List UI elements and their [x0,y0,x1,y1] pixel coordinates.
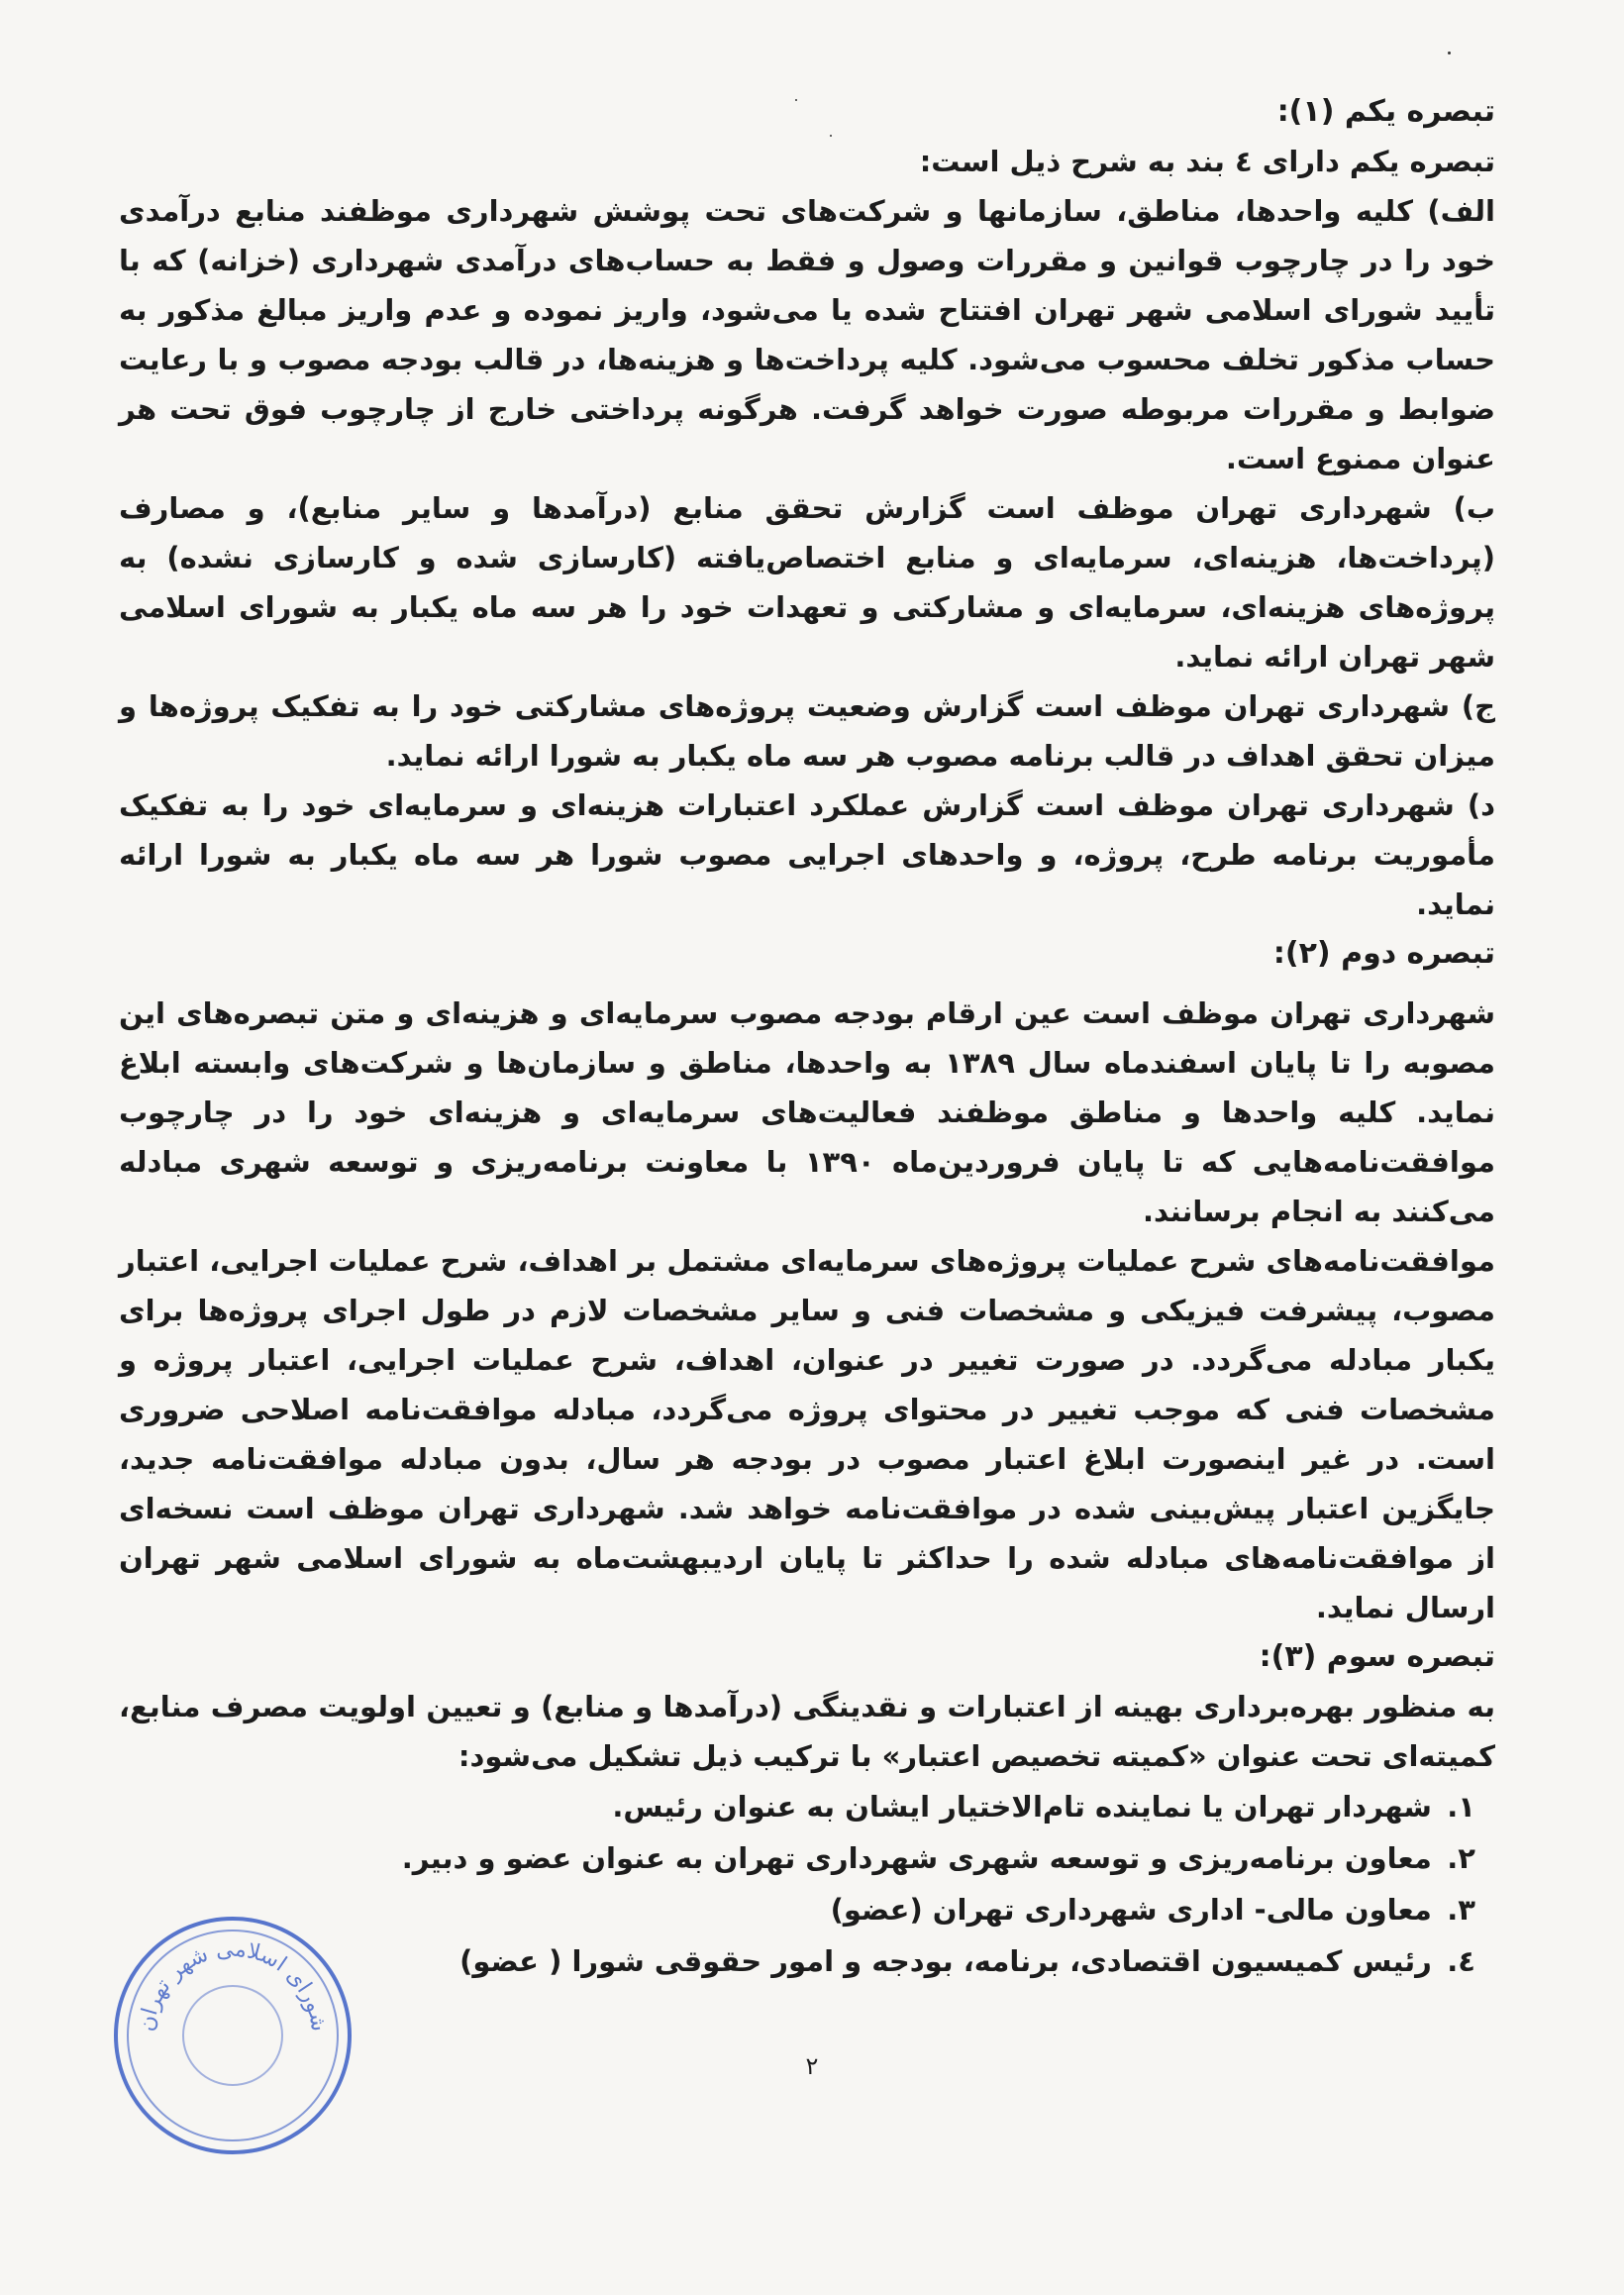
note-1-heading: تبصره یکم (۱): [1276,94,1495,129]
note-1-intro: تبصره یکم دارای ٤ بند به شرح ذیل است: [919,145,1495,178]
note-2-paragraph: شهرداری تهران موظف است عین ارقام بودجه مصوب سرمایه‌ای و هزینه‌ای و متن تبصره‌های این مصوبه را تا پایان اسفندماه سال ۱۳۸۹ به واحدها، مناطق و سازمان‌ها و شرکت‌های وابسته ابلاغ نماید. کلیه واحدها و مناطق موظفند فعالیت‌های سرمایه‌ای و هزینه‌ای خود را در چارچوب موافقت‌نامه‌هایی که تا پایان فروردین‌ماه ۱۳۹۰ با معاونت برنامه‌ریزی و توسعه شهری مبادله می‌کنند به انجام برسانند. [119,996,1495,1228]
list-item [119,1832,1495,1884]
list-item-text: رئیس کمیسیون اقتصادی، برنامه، بودجه و امور حقوقی شورا ( عضو) [459,1944,1432,1978]
list-item-number: ۱. [1447,1790,1475,1824]
note-1-clause-d: د) شهرداری تهران موظف است گزارش عملکرد اعتبارات هزینه‌ای و سرمایه‌ای خود را به تفکیک مأموریت برنامه طرح، پروژه، و واحدهای اجرایی مصوب شورا هر سه ماه یکبار به شورا ارائه نماید. [119,788,1495,921]
svg-text:شورای اسلامی شهر تهران: شورای اسلامی شهر تهران [134,1936,332,2034]
list-item-text: معاون برنامه‌ریزی و توسعه شهری شهرداری تهران به عنوان عضو و دبیر. [401,1841,1432,1875]
list-item-number: ٤. [1447,1944,1475,1978]
list-item-text: شهردار تهران یا نماینده تام‌الاختیار ایشان به عنوان رئیس. [612,1790,1432,1824]
list-item-text: معاون مالی- اداری شهرداری تهران (عضو) [830,1893,1432,1927]
note-1-clause-b: ب) شهرداری تهران موظف است گزارش تحقق منابع (درآمدها و سایر منابع)، و مصارف (پرداخت‌ها، هزینه‌ای، سرمایه‌ای و منابع اختصاص‌یافته (کارسازی شده و کارسازی نشده) به پروژه‌های هزینه‌ای، سرمایه‌ای و مشارکتی و تعهدات خود را هر سه ماه یکبار به شورای اسلامی شهر تهران ارائه نماید. [119,491,1495,674]
scan-speck [1448,52,1451,54]
list-item-number: ۲. [1447,1841,1475,1875]
document-body [119,87,1495,1987]
note-2-paragraph: موافقت‌نامه‌های شرح عملیات پروژه‌های سرمایه‌ای مشتمل بر اهداف، شرح عملیات اجرایی، اعتبار مصوب، پیشرفت فیزیکی و مشخصات فنی و سایر مشخصات لازم در طول اجرای پروژه‌ها برای یکبار مبادله می‌گردد. در صورت تغییر در عنوان، اهداف، شرح عملیات اجرایی، اعتبار پروژه و مشخصات فنی که موجب تغییر در محتوای پروژه می‌گردد، مبادله موافقت‌نامه اصلاحی ضروری است. در غیر اینصورت ابلاغ اعتبار مصوب در بودجه هر سال، بدون مبادله موافقت‌نامه جدید، جایگزین اعتبار پیش‌بینی شده در موافقت‌نامه خواهد شد. شهرداری تهران موظف است نسخه‌ای از موافقت‌نامه‌های مبادله شده را حداکثر تا پایان اردیبهشت‌ماه به شورای اسلامی شهر تهران ارسال نماید. [119,1244,1495,1624]
note-3-intro: به منظور بهره‌برداری بهینه از اعتبارات و نقدینگی (درآمدها و منابع) و تعیین اولویت مصرف منابع، کمیته‌ای تحت عنوان «کمیته تخصیص اعتبار» با ترکیب ذیل تشکیل می‌شود: [119,1690,1495,1773]
council-seal-stamp [109,1912,356,2159]
page-number: ۲ [805,2052,819,2080]
note-2-heading: تبصره دوم (۲): [1272,936,1495,971]
note-2-section [119,929,1495,1632]
note-1-clause-c: ج) شهرداری تهران موظف است گزارش وضعیت پروژه‌های مشارکتی خود را به تفکیک پروژه‌ها و میزان تحقق اهداف در قالب برنامه مصوب هر سه ماه یکبار به شورا ارائه نماید. [119,689,1495,773]
note-3-heading: تبصره سوم (۳): [1259,1639,1495,1674]
note-1-clause-a: الف) کلیه واحدها، مناطق، سازمانها و شرکت‌های تحت پوشش شهرداری موظفند منابع درآمدی خود را در چارچوب قوانین و مقررات وصول و فقط به حساب‌های درآمدی شهرداری (خزانه) که با تأیید شورای اسلامی شهر تهران افتتاح شده یا می‌شود، واریز نموده و عدم واریز مبالغ مذکور به حساب مذکور تخلف محسوب می‌شود. کلیه پرداخت‌ها و هزینه‌ها، در قالب بودجه مصوب و با رعایت ضوابط و مقررات مربوطه صورت خواهد گرفت. هرگونه پرداختی خارج از چارچوب فوق تحت هر عنوان ممنوع است. [119,194,1495,475]
list-item [119,1781,1495,1832]
note-1-section [119,87,1495,929]
list-item-number: ۳. [1447,1893,1475,1927]
